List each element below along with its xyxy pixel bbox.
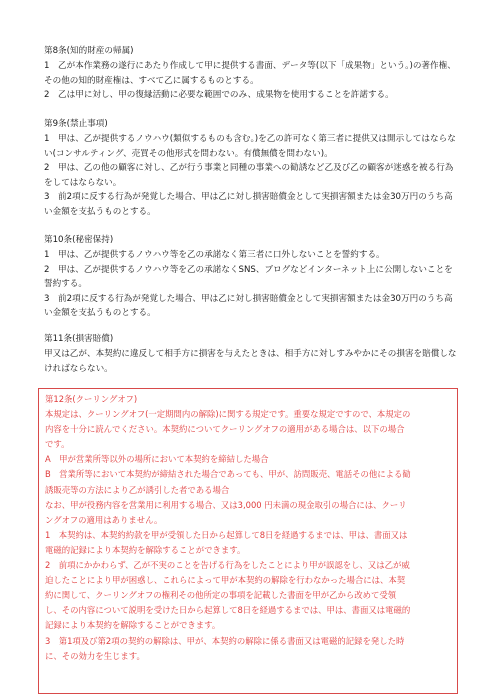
- article-12-line: なお、甲が役務内容を営業用に利用する場合、又は3,000 円未満の現金取引の場合には、クーリ: [45, 499, 407, 510]
- article-12-line: 約に関して、クーリングオフの権利その他所定の事項を記載した書面を甲が乙から改めて受領: [45, 590, 397, 601]
- article-8: [44, 44, 460, 103]
- cooling-off-notice-box: [38, 388, 458, 694]
- article-10: [44, 233, 460, 321]
- article-10-paragraph-1: 1 甲は、乙が提供するノウハウ等を乙の承諾なく第三者に口外しないことを誓約する。: [44, 250, 385, 260]
- article-12-line: し、その内容について説明を受けた日から起算して8日を経過するまでは、甲は、書面又は電磁的: [45, 605, 411, 616]
- article-8-paragraph-1: 1 乙が本作業務の遂行にあたり作成して甲に提供する書面、データ等(以下「成果物」という。)の著作権、その他の知的財産権は、すべて乙に属するものとする。: [44, 61, 456, 86]
- article-12-line: です。: [45, 439, 70, 450]
- article-12-line: 内容を十分に読んでください。本契約についてクーリングオフの適用がある場合は、以下の場合: [45, 424, 405, 435]
- article-8-paragraph-2: 2 乙は甲に対し、甲の復縁活動に必要な範囲でのみ、成果物を使用することを許諾する。: [44, 90, 394, 101]
- article-12-line: B 営業所等において本契約が締結された場合であっても、甲が、訪問販売、電話その他による勧: [45, 469, 411, 480]
- article-9: [44, 117, 460, 220]
- article-12-line: 本規定は、クーリングオフ(一定期間内の解除)に関する規定です。重要な規定ですので、本規定の: [45, 409, 411, 420]
- article-12-line: 3 第1項及び第2項の契約の解除は、甲が、本契約の解除に係る書面又は電磁的記録を発した時: [45, 635, 405, 646]
- article-12-line: ングオフの適用はありません。: [45, 514, 163, 525]
- article-11: [44, 332, 460, 376]
- article-12-line: に、その効力を生じます。: [45, 650, 145, 661]
- article-8-heading: 第8条(知的財産の帰属): [44, 46, 134, 56]
- article-9-paragraph-3: 3 前2項に反する行為が発覚した場合、甲は乙に対し損害賠償金として実損害額または金30万円のうち高い金額を支払うものとする。: [44, 192, 453, 217]
- article-9-paragraph-2: 2 甲は、乙の他の顧客に対し、乙が行う事業と同種の事業への勧誘など乙及び乙の顧客が迷惑を被る行為をしてはならない。: [44, 163, 454, 188]
- article-12-line: A 甲が営業所等以外の場所において本契約を締結した場合: [45, 454, 269, 465]
- article-10-paragraph-3: 3 前2項に反する行為が発覚した場合、甲は乙に対し損害賠償金として実損害額または金30万円のうち高い金額を支払うものとする。: [44, 293, 453, 319]
- article-11-heading: 第11条(損害賠償): [44, 334, 114, 344]
- article-9-heading: 第9条(禁止事項): [44, 119, 108, 129]
- article-9-paragraph-1: 1 甲は、乙が提供するノウハウ(類似するものも含む。)を乙の許可なく第三者に提供又は開示してはならない(コンサルティング、売買その他形式を問わない。有償無償を問わない)。: [44, 134, 456, 159]
- article-12-line: 1 本契約は、本契約約款を甲が受領した日から起算して8日を経過するまでは、甲は、書面又は: [45, 529, 408, 540]
- article-12-line: 2 前項にかかわらず、乙が不実のことを告げる行為をしたことにより甲が誤認をし、又は乙が威: [45, 560, 410, 571]
- article-12-heading: 第12条(クーリングオフ): [45, 394, 138, 404]
- article-12-line: 記録により本契約を解除することができます。: [45, 620, 221, 631]
- article-12-line: 誘販売等の方法により乙が誘引した者である場合: [45, 484, 230, 495]
- article-12-line: 電磁的記録により本契約を解除することができます。: [45, 544, 246, 555]
- article-11-paragraph: 甲又は乙が、本契約に違反して相手方に損害を与えたときは、相手方に対しすみやかにその損害を賠償しなければならない。: [44, 349, 457, 374]
- article-10-paragraph-2: 2 甲は、乙が提供するノウハウ等を乙の承諾なくSNS、ブログなどインターネット上に公開しないことを誓約する。: [44, 264, 453, 290]
- article-10-heading: 第10条(秘密保持): [44, 235, 114, 245]
- article-12-line: 迫したことにより甲が困惑し、これらによって甲が本契約の解除を行わなかった場合には、本契: [45, 575, 406, 586]
